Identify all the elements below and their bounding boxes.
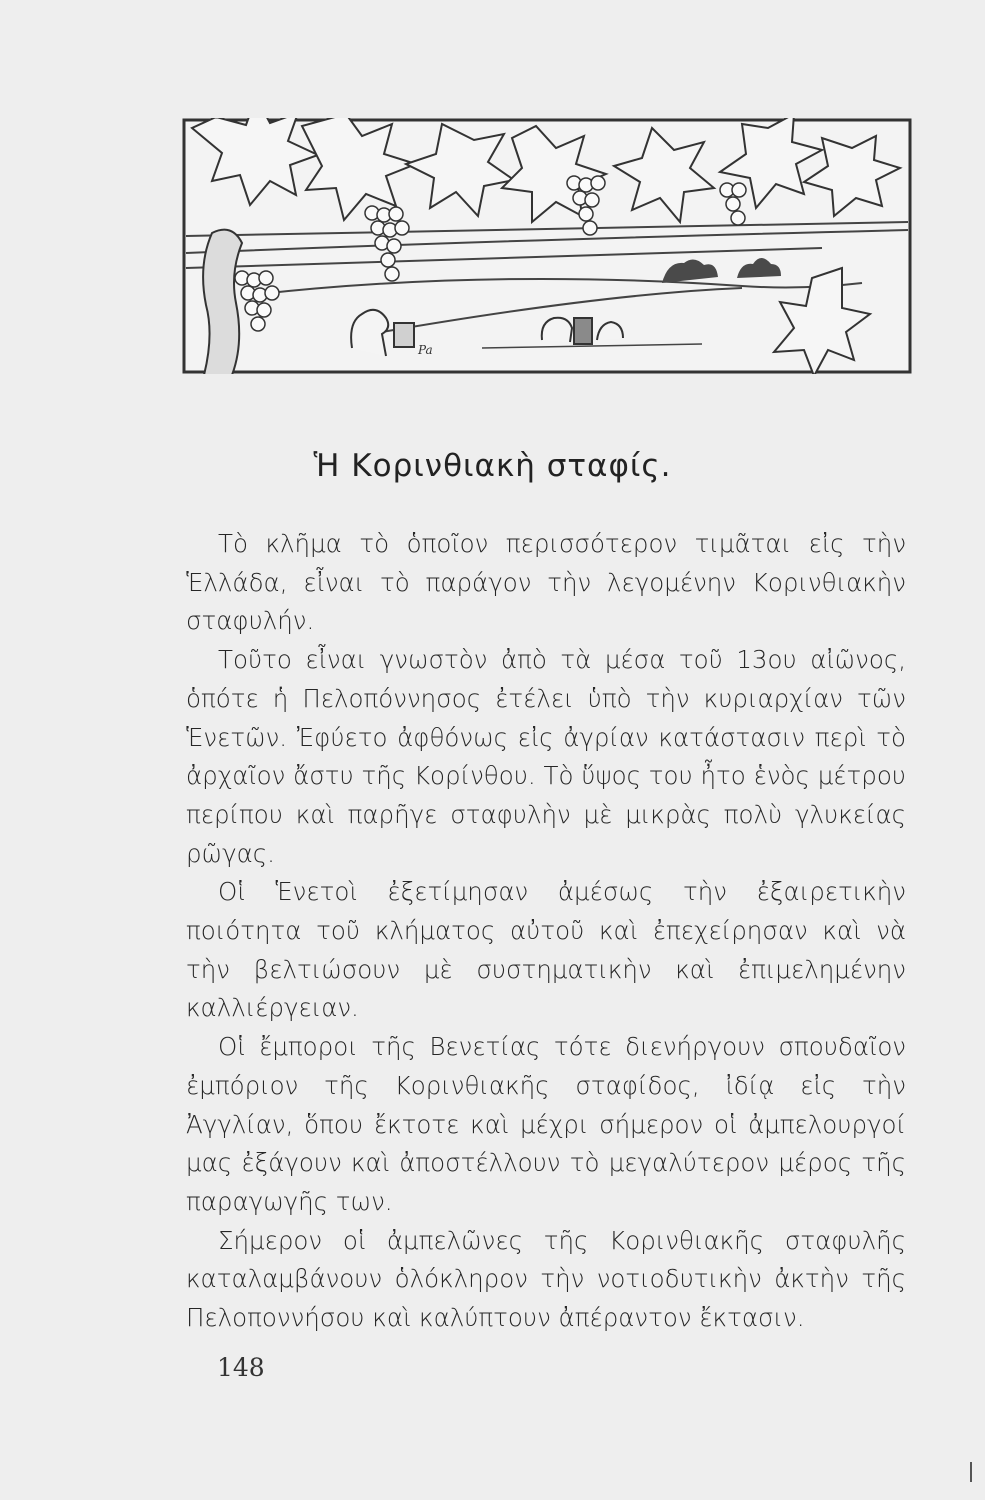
page-title: Ἡ Κορινθιακὴ σταφίς. (313, 448, 672, 484)
paragraph-5: Σήμερον οἱ ἀμπελῶνες τῆς Κορινθιακῆς σταφυλῆς καταλαμβάνουν ὁλόκληρον τὴν νοτιοδυτικὴν ἀκτὴν τῆς Πελοποννήσου καὶ καλύπτουν ἀπέραντον ἔκτασιν. (186, 1225, 906, 1333)
page-edge-mark (970, 1462, 972, 1482)
paragraph-2: Τοῦτο εἶναι γνωστὸν ἀπὸ τὰ μέσα τοῦ 13ου αἰῶνος, ὁπότε ἡ Πελοπόννησος ἐτέλει ὑπὸ τὴν κυριαρχίαν τῶν Ἑνετῶν. Ἐφύετο ἀφθόνως εἰς ἀγρίαν κατάστασιν περὶ τὸ ἀρχαῖον ἄστυ τῆς Κορίνθου. Τὸ ὕψος του ἦτο ἑνὸς μέτρου περίπου καὶ παρῆγε σταφυλὴν μὲ μικρὰς πολὺ γλυκείας ρῶγας. (186, 645, 906, 868)
body-text (186, 525, 906, 1338)
vineyard-grapevine-illustration (182, 118, 912, 374)
paragraph-4: Οἱ ἔμποροι τῆς Βενετίας τότε διενήργουν σπουδαῖον ἐμπόριον τῆς Κορινθιακῆς σταφίδος, ἰδίᾳ εἰς τὴν Ἀγγλίαν, ὅπου ἔκτοτε καὶ μέχρι σήμερον οἱ ἀμπελουργοί μας ἐξάγουν καὶ ἀποστέλλουν τὸ μεγαλύτερον μέρος τῆς παραγωγῆς των. (186, 1032, 906, 1216)
paragraph-3: Οἱ Ἑνετοὶ ἐξετίμησαν ἀμέσως τὴν ἐξαιρετικὴν ποιότητα τοῦ κλήματος αὐτοῦ καὶ ἐπεχείρησαν καὶ νὰ τὴν βελτιώσουν μὲ συστηματικὴν καὶ ἐπιμελημένην καλλιέργειαν. (186, 877, 906, 1023)
paragraph-1: Τὸ κλῆμα τὸ ὁποῖον περισσότερον τιμᾶται εἰς τὴν Ἑλλάδα, εἶναι τὸ παράγον τὴν λεγομένην Κορινθιακὴν σταφυλήν. (186, 529, 906, 636)
artist-signature: Pa (418, 343, 433, 357)
page-number: 148 (217, 1353, 265, 1382)
